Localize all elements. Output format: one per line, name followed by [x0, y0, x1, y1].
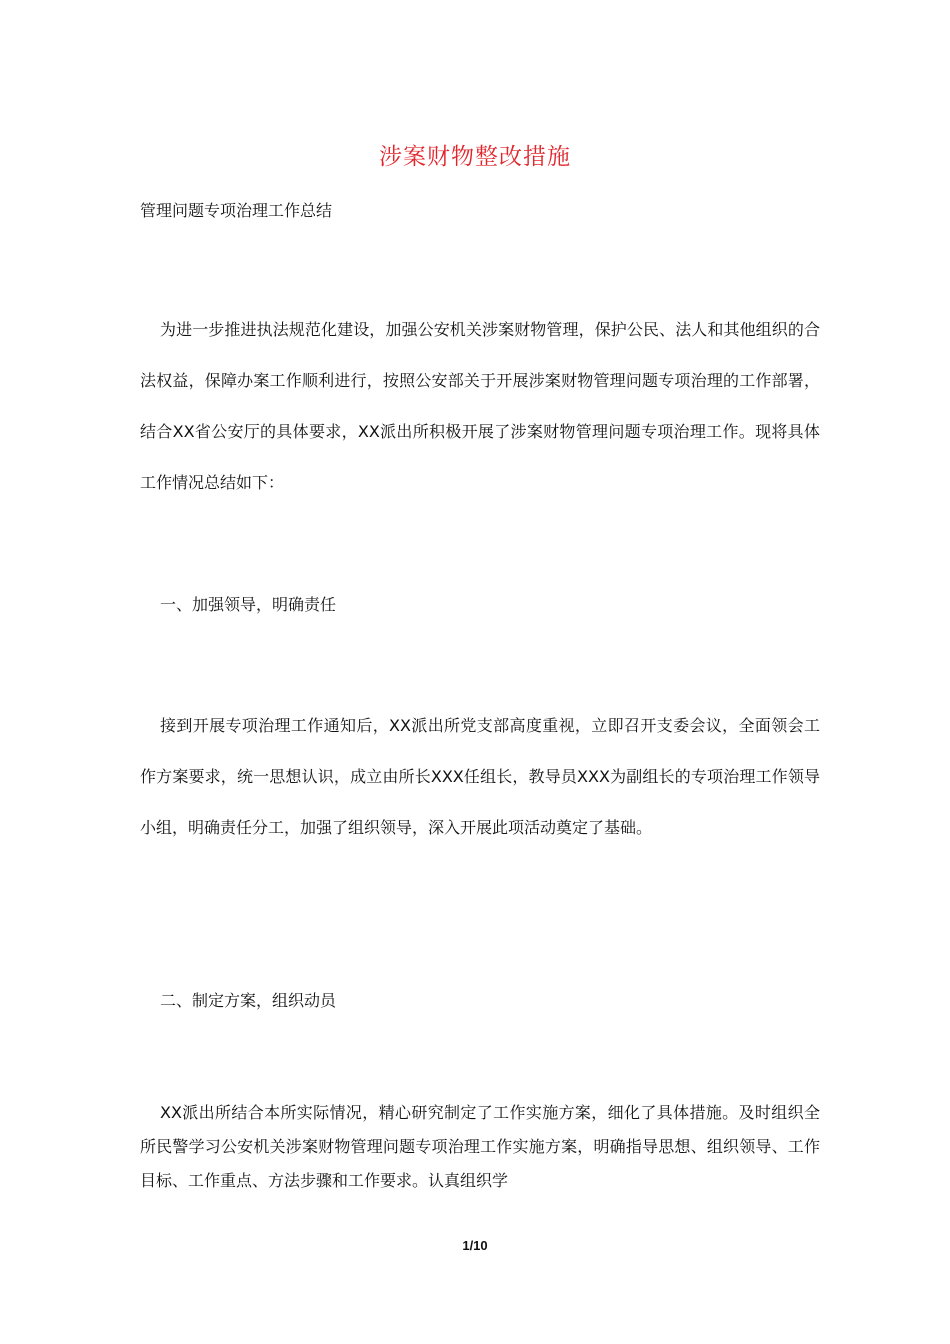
document-subtitle: 管理问题专项治理工作总结: [140, 201, 333, 220]
document-title: 涉案财物整改措施: [379, 144, 571, 170]
paragraph-section-1: 接到开展专项治理工作通知后，XX派出所党支部高度重视，立即召开支委会议，全面领会工作方案要求，统一思想认识，成立由所长XXX任组长，教导员XXX为副组长的专项治理工作领导小组，明确责任分工，加强了组织领导，深入开展此项活动奠定了基础。: [140, 716, 820, 837]
paragraph-intro: 为进一步推进执法规范化建设，加强公安机关涉案财物管理，保护公民、法人和其他组织的合法权益，保障办案工作顺利进行，按照公安部关于开展涉案财物管理问题专项治理的工作部署，结合XX省公安厅的具体要求，XX派出所积极开展了涉案财物管理问题专项治理工作。现将具体工作情况总结如下：: [140, 320, 820, 492]
page-number: 1/10: [462, 1238, 488, 1253]
section-heading-2: 二、制定方案，组织动员: [160, 991, 337, 1010]
section-heading-1: 一、加强领导，明确责任: [160, 595, 337, 614]
paragraph-section-2: XX派出所结合本所实际情况，精心研究制定了工作实施方案，细化了具体措施。及时组织全所民警学习公安机关涉案财物管理问题专项治理工作实施方案，明确指导思想、组织领导、工作目标、工作重点、方法步骤和工作要求。认真组织学: [140, 1103, 820, 1190]
